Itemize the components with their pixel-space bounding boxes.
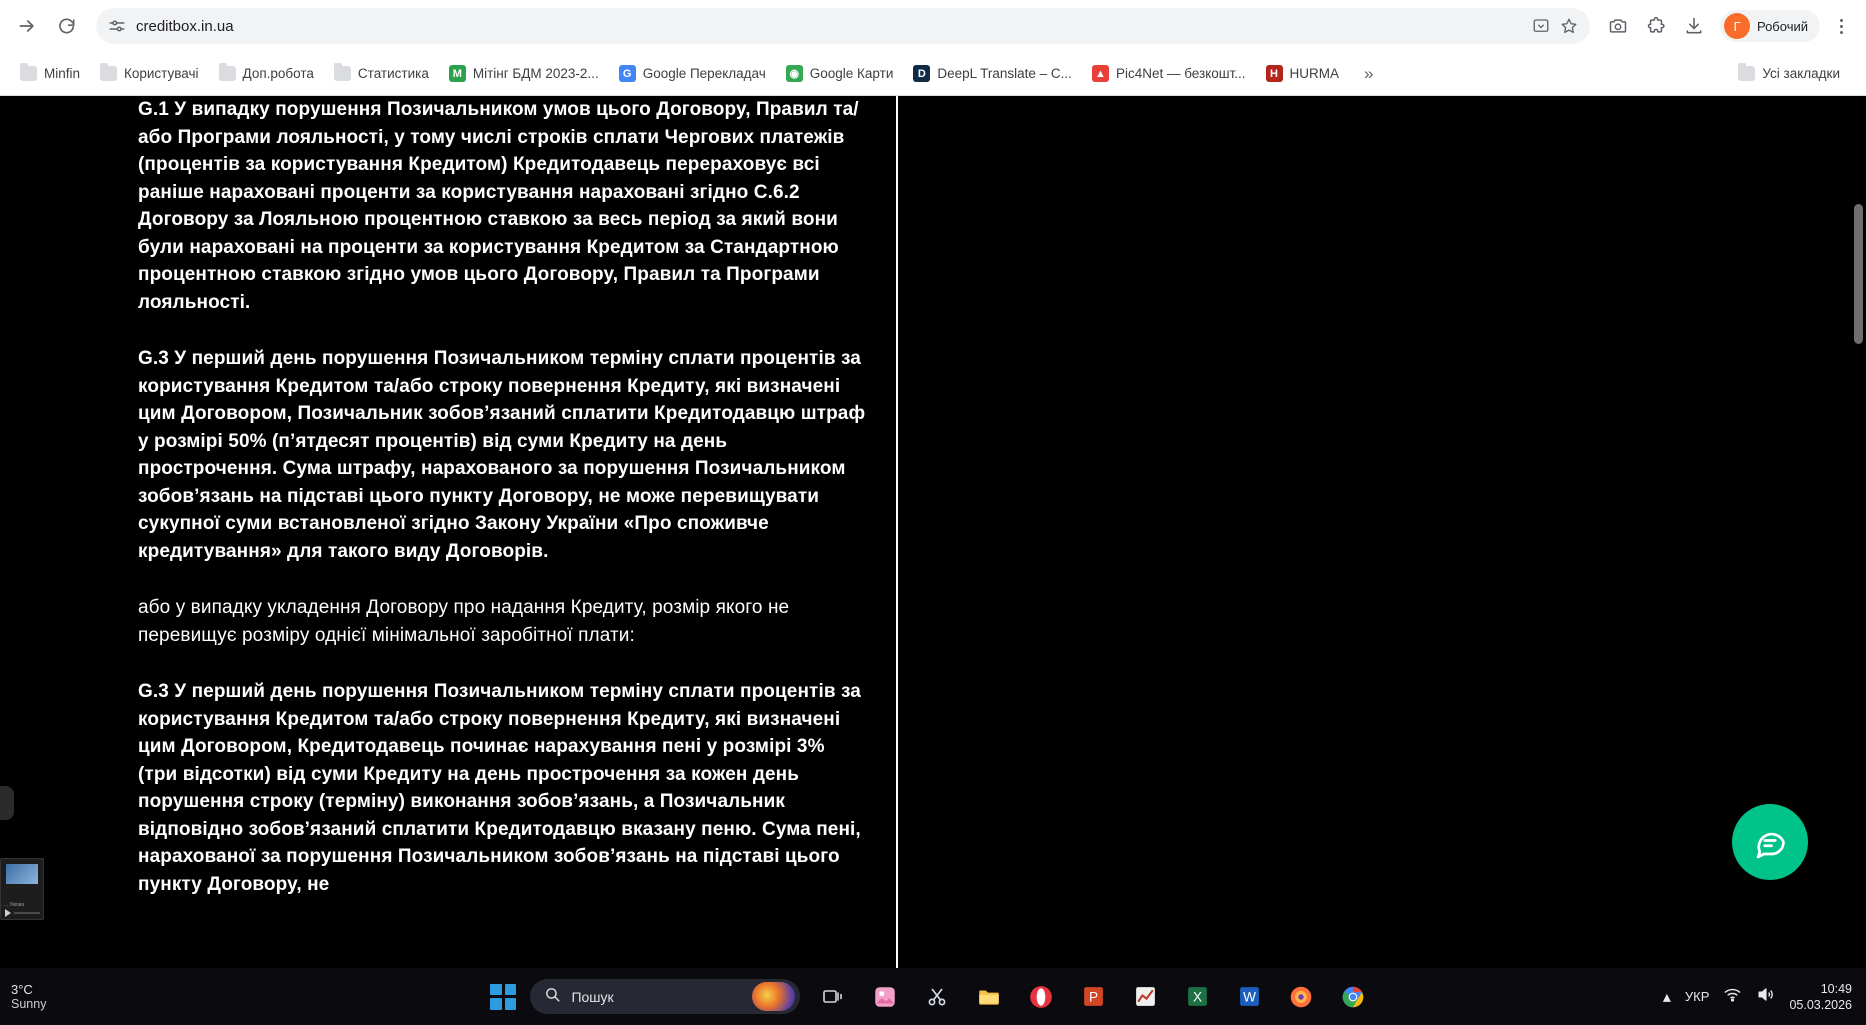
- bookmark-label: Доп.робота: [242, 66, 314, 81]
- svg-text:X: X: [1192, 989, 1202, 1005]
- url-text: creditbox.in.ua: [136, 17, 234, 35]
- tune-icon[interactable]: [108, 17, 126, 35]
- thumbnail-play-controls[interactable]: [5, 909, 40, 917]
- bookmark-folder-extrawork[interactable]: [211, 61, 322, 86]
- folder-icon: [100, 66, 117, 81]
- scrollbar-thumb[interactable]: [1854, 204, 1863, 344]
- clock[interactable]: [1789, 981, 1852, 1013]
- word-icon[interactable]: [1230, 978, 1268, 1016]
- install-app-icon[interactable]: [1532, 17, 1550, 35]
- weather-condition: Sunny: [11, 996, 47, 1011]
- svg-text:P: P: [1088, 989, 1098, 1005]
- progress-bar[interactable]: [14, 912, 40, 914]
- three-dot-menu-icon[interactable]: [1826, 10, 1856, 42]
- chart-app-icon[interactable]: [1126, 978, 1164, 1016]
- windows-taskbar: [0, 968, 1866, 1025]
- bookmark-label: DeepL Translate – C...: [937, 66, 1072, 81]
- deepl-icon: D: [913, 65, 930, 82]
- folder-icon: [20, 66, 37, 81]
- bookmark-label: HURMA: [1289, 66, 1340, 81]
- language-indicator[interactable]: УКР: [1684, 989, 1710, 1004]
- system-tray: [1663, 981, 1866, 1013]
- bookmarks-bar: [0, 52, 1866, 96]
- camera-icon[interactable]: [1602, 10, 1634, 42]
- opera-browser-icon[interactable]: [1022, 978, 1060, 1016]
- hurma-icon: H: [1266, 65, 1283, 82]
- start-button[interactable]: [490, 984, 516, 1010]
- browser-toolbar: [0, 0, 1866, 52]
- thumbnail-caption: ... Умова: [4, 902, 25, 908]
- floating-video-thumbnail[interactable]: [0, 858, 44, 920]
- all-bookmarks-label: Усі закладки: [1762, 66, 1840, 81]
- clock-date: 05.03.2026: [1789, 997, 1852, 1012]
- side-panel-handle[interactable]: [0, 786, 14, 820]
- clock-time: 10:49: [1820, 981, 1852, 996]
- file-explorer-icon[interactable]: [970, 978, 1008, 1016]
- play-icon[interactable]: [5, 909, 11, 917]
- snipping-tool-icon[interactable]: [918, 978, 956, 1016]
- address-bar[interactable]: [96, 8, 1590, 44]
- contract-text-column: [138, 96, 898, 927]
- weather-temperature: 3°C: [11, 981, 33, 997]
- chat-bubble-icon[interactable]: [1732, 804, 1808, 880]
- wifi-icon[interactable]: [1723, 985, 1742, 1009]
- search-icon: [544, 986, 561, 1008]
- bookmark-pic4net[interactable]: [1084, 60, 1254, 87]
- bookmarks-overflow-icon[interactable]: »: [1364, 63, 1374, 83]
- bookmark-deepl[interactable]: [905, 60, 1080, 87]
- forward-arrow-icon[interactable]: [10, 9, 44, 43]
- firefox-icon[interactable]: [1282, 978, 1320, 1016]
- paragraph-g3-penalty: G.3 У перший день порушення Позичальником терміну сплати процентів за користування Кредитом та/або строку повернення Кредиту, які визначені цим Договором, Позичальник зобов’язаний сплатити Кредитодавцю штраф у розмірі 50% (п’ятдесят процентів) від суми Кредиту на день прострочення. Сума штрафу, нарахованого за порушення Позичальником зобов’язань на підставі цього пункту Договору, не може перевищувати сукупної суми встановленої згідно Закону України «Про споживче кредитування» для такого виду Договорів.: [138, 348, 866, 562]
- excel-icon[interactable]: [1178, 978, 1216, 1016]
- bookmark-label: Minfin: [44, 66, 81, 81]
- bookmark-label: Google Карти: [809, 66, 894, 81]
- weather-widget[interactable]: [0, 982, 200, 1012]
- maps-pin-icon: ◉: [786, 65, 803, 82]
- powerpoint-icon[interactable]: [1074, 978, 1112, 1016]
- tray-chevron-icon[interactable]: ▴: [1662, 988, 1671, 1006]
- thumbnail-image: [6, 864, 38, 884]
- pic4net-icon: ▲: [1092, 65, 1109, 82]
- reload-icon[interactable]: [50, 9, 84, 43]
- chrome-icon[interactable]: [1334, 978, 1372, 1016]
- paragraph-g3-fine: G.3 У перший день порушення Позичальником терміну сплати процентів за користування Кредитом та/або строку повернення Кредиту, які визначені цим Договором, Кредитодавець починає нарахування пені у розмірі 3% (три відсотки) від суми Кредиту на день прострочення за кожен день порушення строку (терміну) виконання зобов’язань, а Позичальник відповідно зобов’язаний сплатити Кредитодавцю вказану пеню. Сума пені, нарахованої за порушення Позичальником зобов’язань на підставі цього пункту Договору, не: [138, 681, 861, 895]
- translate-icon: G: [619, 65, 636, 82]
- bookmark-label: Pic4Net — безкошт...: [1115, 66, 1246, 81]
- bookmark-label: Статистика: [357, 66, 429, 81]
- meet-icon: M: [449, 65, 466, 82]
- search-input[interactable]: [530, 979, 800, 1014]
- taskbar-center: [200, 978, 1663, 1016]
- bookmark-google-translate[interactable]: [611, 60, 774, 87]
- download-icon[interactable]: [1678, 10, 1710, 42]
- page-content: [0, 96, 1866, 968]
- page-scrollbar[interactable]: [1851, 96, 1866, 968]
- folder-icon: [334, 66, 351, 81]
- photos-app-icon[interactable]: [866, 978, 904, 1016]
- search-placeholder-text: Пошук: [571, 988, 614, 1005]
- bookmark-label: Користувачі: [124, 66, 199, 81]
- folder-icon: [1738, 66, 1755, 81]
- bookmark-folder-users[interactable]: [92, 61, 207, 86]
- extensions-icon[interactable]: [1640, 10, 1672, 42]
- bookmark-meeting-bdm[interactable]: [441, 60, 607, 87]
- bookmark-label: Google Перекладач: [642, 66, 766, 81]
- all-bookmarks-button[interactable]: [1730, 61, 1848, 86]
- bookmark-label: Мітінг БДМ 2023-2...: [472, 66, 599, 81]
- folder-icon: [219, 66, 236, 81]
- svg-text:W: W: [1243, 989, 1256, 1005]
- bookmark-google-maps[interactable]: [778, 60, 902, 87]
- paragraph-alternative-intro: або у випадку укладення Договору про надання Кредиту, розмір якого не перевищує розміру однієї мінімальної заробітної плати:: [138, 597, 790, 646]
- profile-name: Робочий: [1756, 18, 1808, 34]
- copilot-orb-icon[interactable]: [752, 982, 795, 1011]
- bookmark-folder-statistics[interactable]: [326, 61, 437, 86]
- bookmark-folder-minfin[interactable]: [12, 61, 88, 86]
- avatar: Г: [1724, 13, 1750, 39]
- volume-icon[interactable]: [1756, 985, 1775, 1009]
- profile-chip[interactable]: [1720, 10, 1820, 42]
- star-icon[interactable]: [1560, 17, 1578, 35]
- bookmark-hurma[interactable]: [1258, 60, 1348, 87]
- paragraph-g1: G.1 У випадку порушення Позичальником умов цього Договору, Правил та/або Програми лояльності, у тому числі строків сплати Чергових платежів (процентів за користування Кредитом) Кредитодавець перераховує всі раніше нараховані проценти за користування нараховані згідно С.6.2 Договору за Лояльною процентною ставкою за весь період за який вони були нараховані на проценти за користування Кредитом за Стандартною процентною ставкою згідно умов цього Договору, Правил та Програми лояльності.: [138, 99, 859, 313]
- browser-chrome: [0, 0, 1866, 96]
- task-view-icon[interactable]: [814, 978, 852, 1016]
